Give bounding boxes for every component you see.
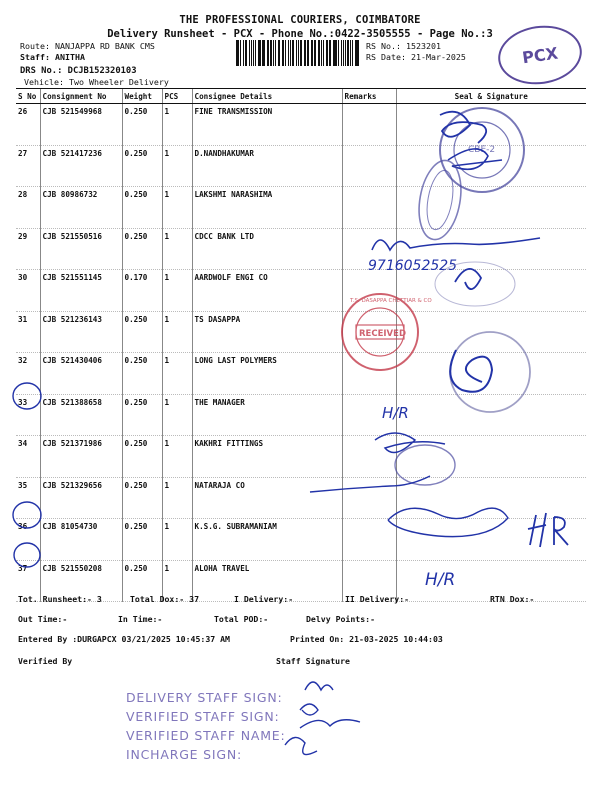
dasappa-stamp-text: T.S. DASAPPA CHETTIAR & CO <box>350 298 432 304</box>
table-row <box>16 187 586 229</box>
table-row <box>16 228 586 270</box>
consignee-cell: ALOHA TRAVEL <box>192 560 342 602</box>
remarks-cell <box>342 436 396 478</box>
remarks-cell <box>342 228 396 270</box>
consignment-cell: CJB 521551145 <box>40 270 122 312</box>
barcode-bar <box>356 40 358 66</box>
tot-runsheet: Tot. Runsheet:- 3 <box>18 594 102 604</box>
runsheet-table <box>16 88 586 602</box>
remarks-cell <box>342 270 396 312</box>
barcode-bar <box>352 40 353 66</box>
table-header-row <box>16 89 586 104</box>
consignment-cell: CJB 521417236 <box>40 145 122 187</box>
barcode-bar <box>268 40 269 66</box>
table-row <box>16 145 586 187</box>
consignee-cell: KAKHRI FITTINGS <box>192 436 342 478</box>
consignee-cell: LONG LAST POLYMERS <box>192 353 342 395</box>
rs-no-value: 1523201 <box>405 41 441 51</box>
vehicle-line: Vehicle: Two Wheeler Delivery <box>24 77 169 87</box>
pcs-cell: 1 <box>162 145 192 187</box>
sno-cell: 34 <box>16 436 40 478</box>
seal-signature-cell <box>396 228 586 270</box>
signature-bottom-4 <box>285 737 317 754</box>
consignment-cell: CJB 521329656 <box>40 477 122 519</box>
staff-signature-label: Staff Signature <box>276 656 350 666</box>
route-line: Route: NANJAPPA RD BANK CMS <box>20 41 155 51</box>
seal-signature-cell <box>396 394 586 436</box>
barcode-bar <box>327 40 328 66</box>
ii-delivery: II Delivery:- <box>345 594 410 604</box>
remarks-cell <box>342 477 396 519</box>
delvy-points: Delvy Points:- <box>306 614 376 624</box>
remarks-cell <box>342 104 396 146</box>
remarks-cell <box>342 187 396 229</box>
barcode-bar <box>338 40 339 66</box>
company-title: THE PROFESSIONAL COURIERS, COIMBATORE <box>179 14 421 26</box>
seal-signature-cell <box>396 436 586 478</box>
consignee-cell: CDCC BANK LTD <box>192 228 342 270</box>
barcode-bar <box>270 40 272 66</box>
col-consignment: Consignment No <box>40 89 122 104</box>
consignment-cell: CJB 521371986 <box>40 436 122 478</box>
barcode-bar <box>345 40 346 66</box>
rs-date-line: RS Date: 21-Mar-2025 <box>366 52 466 62</box>
weight-cell: 0.250 <box>122 436 162 478</box>
weight-cell: 0.250 <box>122 394 162 436</box>
barcode-bar <box>285 40 286 66</box>
header-right-meta <box>366 41 466 63</box>
remarks-cell <box>342 145 396 187</box>
sno-cell: 28 <box>16 187 40 229</box>
seal-signature-cell <box>396 187 586 229</box>
barcode-bar <box>300 40 302 66</box>
handwritten-phone: 9716052525 <box>368 258 458 274</box>
bottom-signature-stamp <box>126 688 286 764</box>
consignee-cell: FINE TRANSMISSION <box>192 104 342 146</box>
consignment-cell: CJB 521550516 <box>40 228 122 270</box>
seal-signature-cell <box>396 270 586 312</box>
pcs-cell: 1 <box>162 270 192 312</box>
sno-cell: 33 <box>16 394 40 436</box>
barcode-bar <box>292 40 294 66</box>
consignee-cell: THE MANAGER <box>192 394 342 436</box>
signature-bottom-1 <box>305 682 333 690</box>
weight-cell: 0.250 <box>122 187 162 229</box>
consignment-cell: CJB 80986732 <box>40 187 122 229</box>
in-time: In Time:- <box>118 614 163 624</box>
weight-cell: 0.250 <box>122 353 162 395</box>
consignee-cell: K.S.G. SUBRAMANIAM <box>192 519 342 561</box>
weight-cell: 0.250 <box>122 560 162 602</box>
rtn-dox: RTN Dox:- <box>490 594 535 604</box>
seal-signature-cell <box>396 519 586 561</box>
barcode-bar <box>283 40 284 66</box>
pcs-cell: 1 <box>162 560 192 602</box>
sno-cell: 35 <box>16 477 40 519</box>
consignment-cell: CJB 81054730 <box>40 519 122 561</box>
sno-cell: 31 <box>16 311 40 353</box>
remarks-cell <box>342 353 396 395</box>
weight-cell: 0.250 <box>122 477 162 519</box>
seal-signature-cell <box>396 311 586 353</box>
weight-cell: 0.250 <box>122 519 162 561</box>
col-seal-signature: Seal & Signature <box>396 89 586 104</box>
weight-cell: 0.250 <box>122 145 162 187</box>
remarks-cell <box>342 394 396 436</box>
runsheet-title: Delivery Runsheet - PCX - Phone No.:0422-3505555 - Page No.:3 <box>107 28 493 40</box>
vehicle-value: Two Wheeler Delivery <box>68 77 169 87</box>
barcode-bar <box>329 40 331 66</box>
received-stamp-text: RECEIVED <box>359 329 406 339</box>
barcode-bar <box>255 40 257 66</box>
total-dox: Total Dox:- 37 <box>130 594 200 604</box>
remarks-cell <box>342 519 396 561</box>
staff-value: ANITHA <box>54 52 85 62</box>
pcs-cell: 1 <box>162 519 192 561</box>
seal-signature-cell <box>396 104 586 146</box>
delivery-staff-sign: DELIVERY STAFF SIGN: <box>126 690 283 705</box>
consignment-cell: CJB 521236143 <box>40 311 122 353</box>
consignee-cell: AARDWOLF ENGI CO <box>192 270 342 312</box>
signature-bottom-2 <box>300 704 318 715</box>
pcs-cell: 1 <box>162 104 192 146</box>
sno-cell: 32 <box>16 353 40 395</box>
seal-signature-cell <box>396 145 586 187</box>
header-left-meta <box>20 41 169 88</box>
seal-signature-cell <box>396 353 586 395</box>
consignee-cell: LAKSHMI NARASHIMA <box>192 187 342 229</box>
table-row <box>16 353 586 395</box>
barcode-bar <box>245 40 247 66</box>
verified-by: Verified By <box>18 656 73 666</box>
consignee-cell: TS DASAPPA <box>192 311 342 353</box>
remarks-cell <box>342 311 396 353</box>
barcode-bar <box>290 40 291 66</box>
barcode-bar <box>343 40 344 66</box>
weight-cell: 0.250 <box>122 228 162 270</box>
sno-cell: 27 <box>16 145 40 187</box>
barcode-bar <box>305 40 306 66</box>
table-row <box>16 311 586 353</box>
sno-cell: 26 <box>16 104 40 146</box>
table-row <box>16 270 586 312</box>
signature-bottom-3 <box>300 720 360 728</box>
printed-on: Printed On: 21-03-2025 10:44:03 <box>290 634 443 644</box>
i-delivery: I Delivery:- <box>234 594 294 604</box>
drs-line: DRS No.: DCJB152320103 <box>20 66 137 76</box>
verified-staff-sign: VERIFIED STAFF SIGN: <box>126 709 280 724</box>
table-row <box>16 394 586 436</box>
col-remarks: Remarks <box>342 89 396 104</box>
drs-value: DCJB152320103 <box>67 66 137 76</box>
sno-cell: 29 <box>16 228 40 270</box>
barcode-bar <box>334 40 336 66</box>
col-pcs: PCS <box>162 89 192 104</box>
barcode-bar <box>350 40 352 66</box>
verified-staff-name: VERIFIED STAFF NAME: <box>126 728 286 743</box>
barcode-bar <box>260 40 261 66</box>
entered-by: Entered By :DURGAPCX 03/21/2025 10:45:37 AM <box>18 634 230 644</box>
pcs-cell: 1 <box>162 228 192 270</box>
pcs-cell: 1 <box>162 187 192 229</box>
consignee-cell: NATARAJA CO <box>192 477 342 519</box>
sno-cell: 36 <box>16 519 40 561</box>
rs-date-value: 21-Mar-2025 <box>410 52 466 62</box>
barcode-bar <box>253 40 254 66</box>
out-time: Out Time:- <box>18 614 68 624</box>
barcode-bar <box>262 40 264 66</box>
table-row <box>16 104 586 146</box>
pcs-cell: 1 <box>162 477 192 519</box>
rs-no-line: RS No.: 1523201 <box>366 41 441 51</box>
barcode-bar <box>307 40 309 66</box>
staff-line: Staff: ANITHA <box>20 52 85 62</box>
table-row <box>16 436 586 478</box>
barcode-bar <box>298 40 299 66</box>
barcode-bar <box>321 40 322 66</box>
table-row <box>16 519 586 561</box>
pcs-cell: 1 <box>162 394 192 436</box>
sno-cell: 37 <box>16 560 40 602</box>
total-pod: Total POD:- <box>214 614 269 624</box>
consignment-cell: CJB 521388658 <box>40 394 122 436</box>
consignment-cell: CJB 521430406 <box>40 353 122 395</box>
seal-signature-cell <box>396 477 586 519</box>
barcode-bar <box>314 40 316 66</box>
consignment-cell: CJB 521550208 <box>40 560 122 602</box>
barcode-bar <box>240 40 241 66</box>
incharge-sign: INCHARGE SIGN: <box>126 747 243 762</box>
weight-cell: 0.170 <box>122 270 162 312</box>
pcs-cell: 1 <box>162 311 192 353</box>
barcode-bar <box>238 40 239 66</box>
barcode-bar <box>323 40 325 66</box>
weight-cell: 0.250 <box>122 311 162 353</box>
table-row <box>16 477 586 519</box>
sno-cell: 30 <box>16 270 40 312</box>
consignment-cell: CJB 521549968 <box>40 104 122 146</box>
barcode <box>236 40 360 66</box>
col-consignee: Consignee Details <box>192 89 342 104</box>
barcode-bar <box>278 40 280 66</box>
barcode-bar <box>249 40 250 66</box>
pcx-stamp: PCX <box>494 20 585 89</box>
pcs-cell: 1 <box>162 353 192 395</box>
weight-cell: 0.250 <box>122 104 162 146</box>
barcode-bar <box>312 40 313 66</box>
route-value: NANJAPPA RD BANK CMS <box>54 41 155 51</box>
barcode-bar <box>275 40 277 66</box>
col-weight: Weight <box>122 89 162 104</box>
col-sno: S No <box>16 89 40 104</box>
pcs-cell: 1 <box>162 436 192 478</box>
consignee-cell: D.NANDHAKUMAR <box>192 145 342 187</box>
cbe-stamp-text: CBE-2 <box>468 145 496 155</box>
hr-mark-row33: H/R <box>382 404 409 422</box>
hr-mark-row37: H/R <box>425 570 456 590</box>
